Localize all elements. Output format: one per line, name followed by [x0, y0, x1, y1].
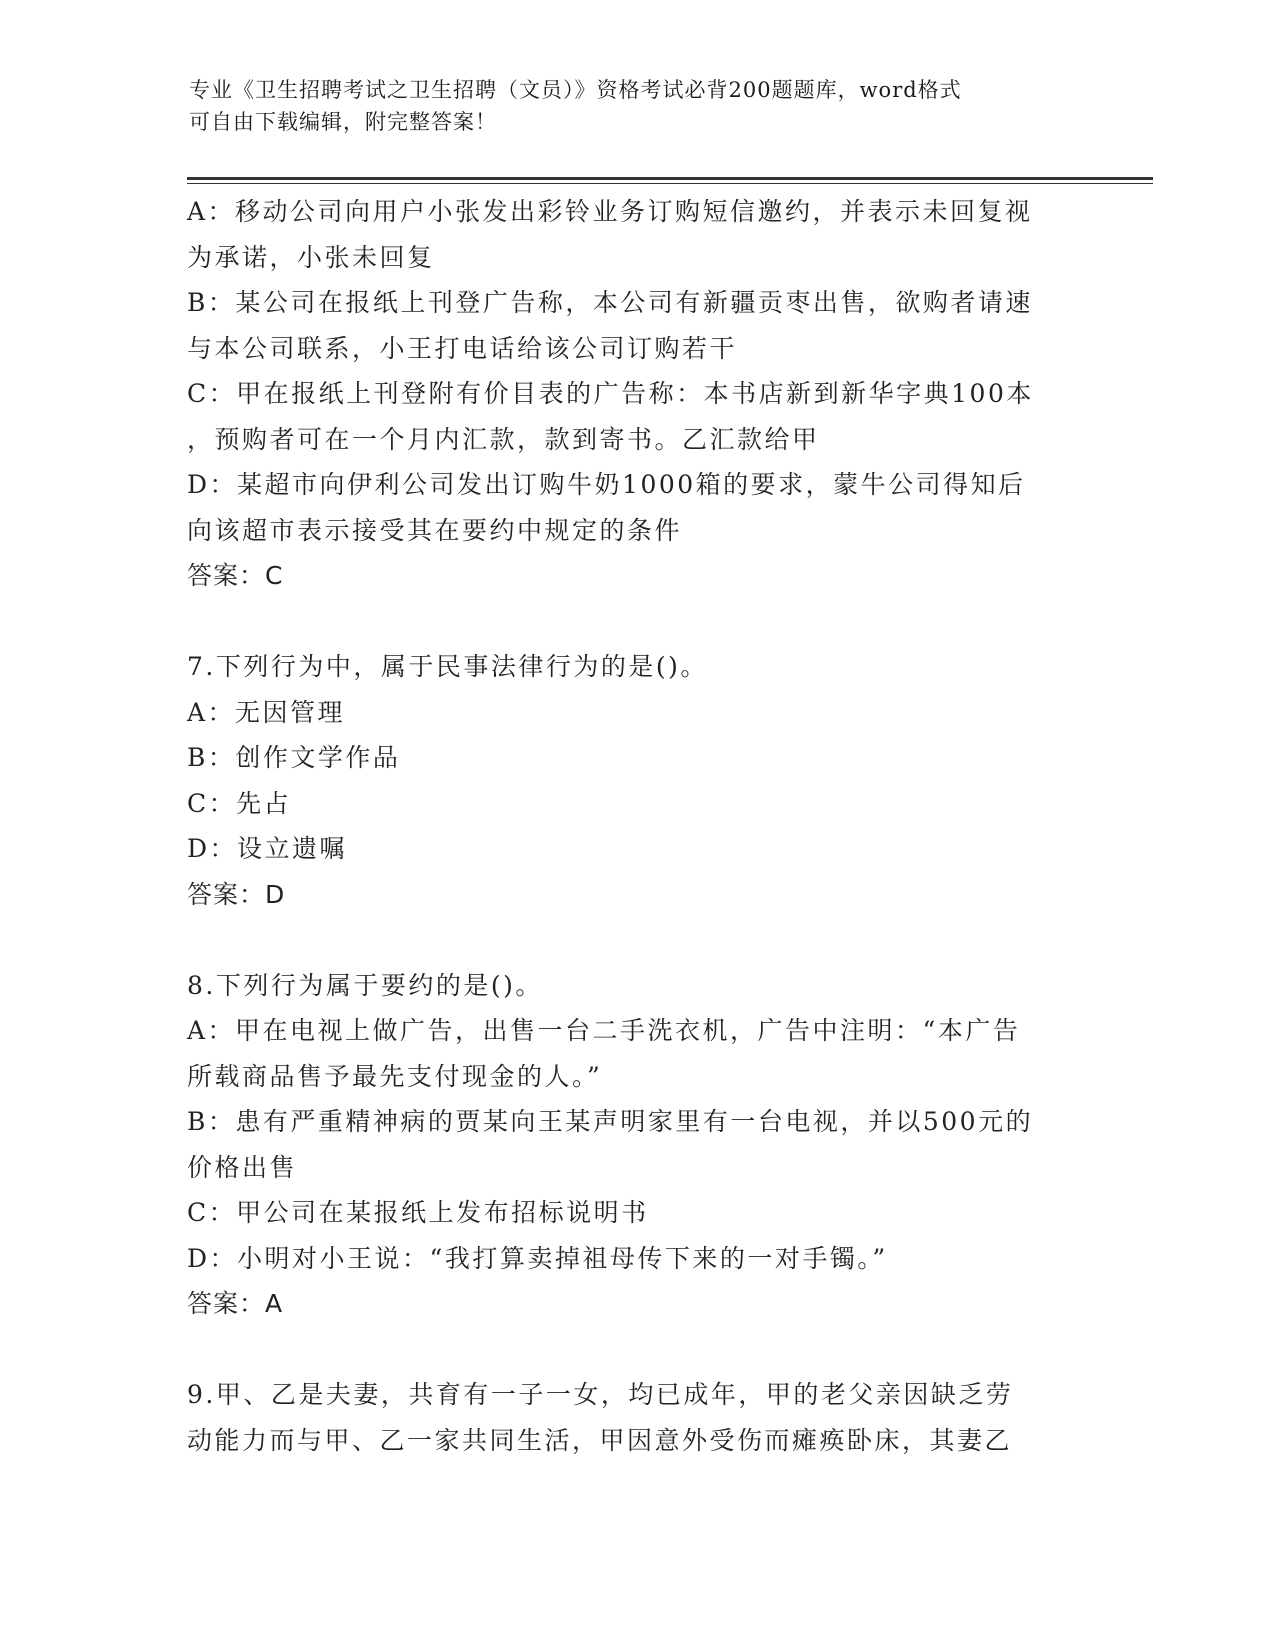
q8-option-d: D：小明对小王说：“我打算卖掉祖母传下来的一对手镯。” — [187, 1243, 888, 1273]
q6-option-d-line-2: 向该超市表示接受其在要约中规定的条件 — [187, 515, 683, 545]
q8-option-a-line-1: A：甲在电视上做广告，出售一台二手洗衣机，广告中注明：“本广告 — [187, 1016, 1021, 1045]
document-header — [189, 74, 1069, 138]
q8-option-b-line-1: B：患有严重精神病的贾某向王某声明家里有一台电视，并以500元的 — [187, 1107, 1034, 1136]
q9-stem-line-2: 动能力而与甲、乙一家共同生活，甲因意外受伤而瘫痪卧床，其妻乙 — [187, 1425, 1013, 1455]
header-divider-thin — [187, 183, 1153, 184]
q8-option-c: C：甲公司在某报纸上发布招标说明书 — [187, 1198, 649, 1227]
header-line-1: 专业《卫生招聘考试之卫生招聘（文员）》资格考试必背200题题库，word格式 — [189, 78, 962, 102]
question-6-block — [187, 189, 1087, 599]
q6-option-b-line-1: B：某公司在报纸上刊登广告称，本公司有新疆贡枣出售，欲购者请速 — [187, 288, 1033, 317]
q7-option-b: B：创作文学作品 — [187, 743, 401, 772]
q6-option-b-line-2: 与本公司联系，小王打电话给该公司订购若干 — [187, 333, 738, 363]
spacer — [187, 599, 1087, 645]
q6-option-d-line-1: D：某超市向伊利公司发出订购牛奶1000箱的要求，蒙牛公司得知后 — [187, 470, 1026, 499]
q9-stem-line-1: 9.甲、乙是夫妻，共育有一子一女，均已成年，甲的老父亲因缺乏劳 — [187, 1380, 1014, 1409]
q7-option-c: C：先占 — [187, 788, 292, 818]
spacer — [187, 1327, 1087, 1373]
q6-option-a-line-2: 为承诺，小张未回复 — [187, 242, 435, 272]
q6-option-c-line-2: ，预购者可在一个月内汇款，款到寄书。乙汇款给甲 — [187, 424, 820, 454]
spacer — [187, 917, 1087, 963]
q7-answer: 答案：D — [187, 879, 286, 909]
q7-option-d: D：设立遗嘱 — [187, 834, 348, 863]
q8-option-b-line-2: 价格出售 — [187, 1152, 298, 1182]
header-divider-thick — [187, 177, 1153, 180]
header-line-2: 可自由下载编辑，附完整答案！ — [189, 110, 497, 134]
q6-answer: 答案：C — [187, 561, 284, 590]
q6-option-a-line-1: A：移动公司向用户小张发出彩铃业务订购短信邀约，并表示未回复视 — [187, 197, 1033, 226]
q6-option-c-line-1: C：甲在报纸上刊登附有价目表的广告称：本书店新到新华字典100本 — [187, 379, 1034, 408]
q8-option-a-line-2: 所载商品售予最先支付现金的人。” — [187, 1061, 603, 1091]
document-body — [187, 189, 1087, 1463]
question-7-block — [187, 644, 1087, 917]
question-9-block — [187, 1372, 1087, 1463]
q8-answer: 答案：A — [187, 1289, 284, 1318]
q7-stem: 7.下列行为中，属于民事法律行为的是()。 — [187, 652, 708, 681]
question-8-block — [187, 963, 1087, 1327]
q8-stem: 8.下列行为属于要约的是()。 — [187, 970, 543, 1000]
q7-option-a: A：无因管理 — [187, 697, 346, 727]
